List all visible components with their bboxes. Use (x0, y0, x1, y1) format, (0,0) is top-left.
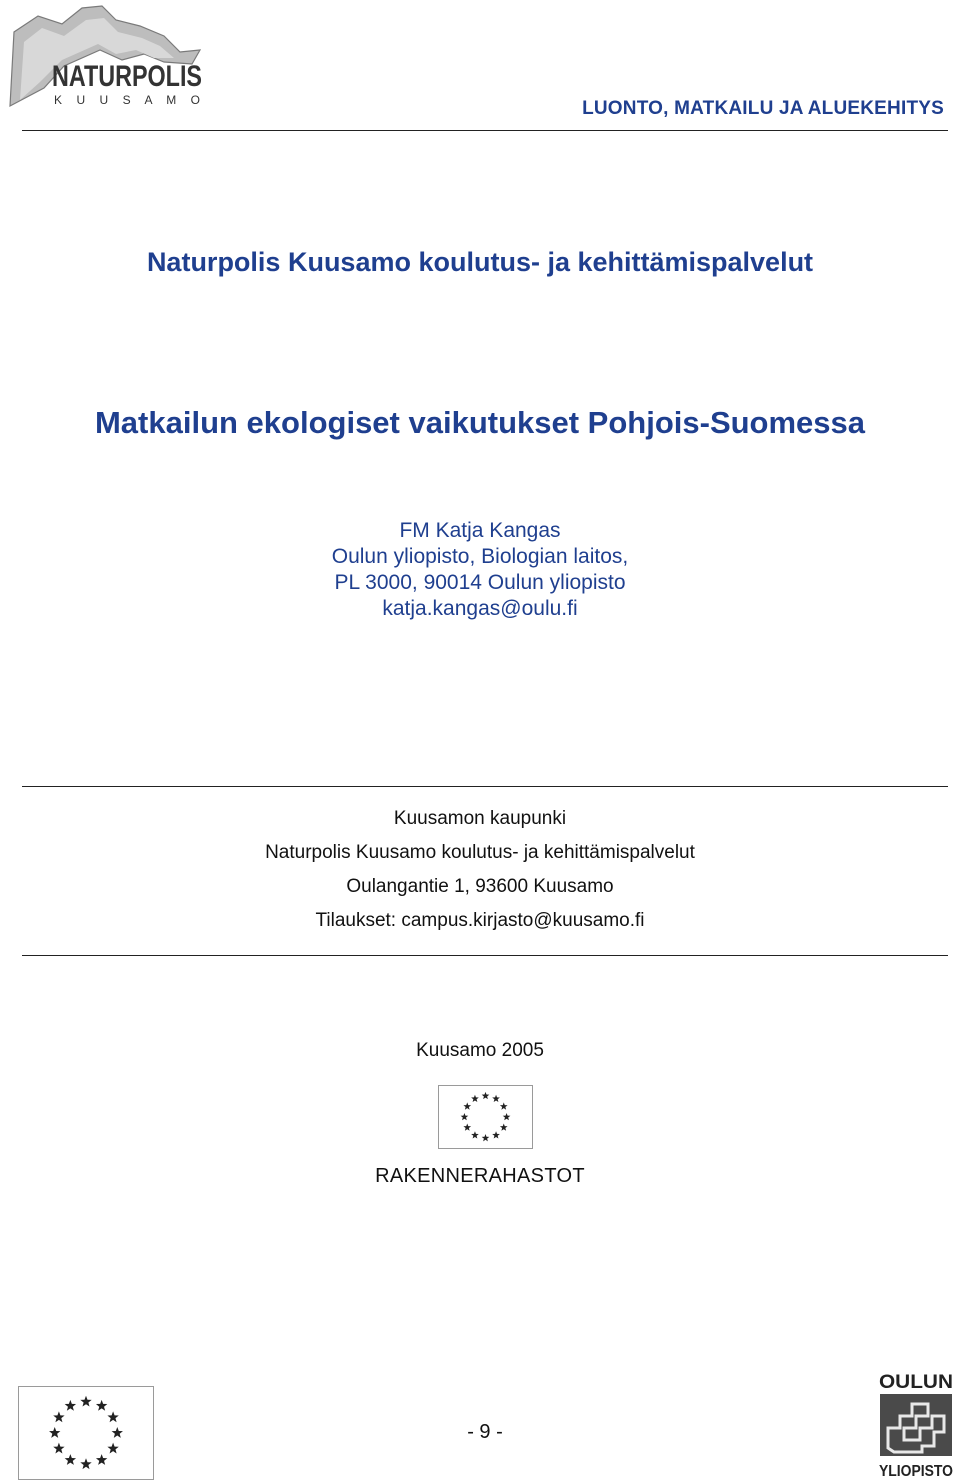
eu-star (107, 1443, 118, 1454)
eu-star (482, 1134, 490, 1141)
svg-text:OULUN: OULUN (879, 1372, 953, 1393)
eu-star (80, 1458, 91, 1469)
eu-star (107, 1411, 118, 1422)
eu-star (461, 1113, 469, 1120)
eu-star (471, 1131, 479, 1138)
report-title: Matkailun ekologiset vaikutukset Pohjois-Suomessa (94, 405, 866, 440)
svg-text:YLIOPISTO: YLIOPISTO (879, 1463, 953, 1480)
eu-star (503, 1113, 511, 1120)
eu-star (492, 1131, 500, 1138)
eu-star (53, 1443, 64, 1454)
eu-star (471, 1095, 479, 1102)
eu-star (500, 1124, 508, 1131)
eu-star (80, 1396, 91, 1407)
organization-title: Naturpolis Kuusamo koulutus- ja kehittämispalvelut (146, 247, 814, 277)
eu-star (65, 1454, 76, 1465)
publisher-line-1: Kuusamon kaupunki (393, 808, 567, 829)
header-rule (22, 130, 948, 131)
eu-star (463, 1124, 471, 1131)
eu-star (492, 1095, 500, 1102)
author-block (0, 518, 960, 622)
publisher-top-rule (22, 786, 948, 787)
eu-star (482, 1092, 490, 1099)
author-address: PL 3000, 90014 Oulun yliopisto (334, 571, 626, 594)
eu-star (500, 1102, 508, 1109)
svg-text:K U U S A M O: K U U S A M O (54, 93, 200, 107)
svg-text:NATURPOLIS: NATURPOLIS (52, 60, 202, 93)
eu-star (96, 1400, 107, 1411)
series-title: LUONTO, MATKAILU JA ALUEKEHITYS (582, 98, 944, 119)
eu-star (49, 1427, 60, 1438)
eu-star (112, 1427, 123, 1438)
eu-star (53, 1411, 64, 1422)
city-year: Kuusamo 2005 (416, 1040, 544, 1061)
publisher-line-2: Naturpolis Kuusamo koulutus- ja kehittämispalvelut (265, 842, 695, 863)
oulu-university-logo (876, 1368, 956, 1480)
publisher-line-3: Oulangantie 1, 93600 Kuusamo (346, 876, 614, 897)
fund-name: RAKENNERAHASTOT (375, 1165, 585, 1187)
author-name: FM Katja Kangas (399, 519, 561, 542)
publisher-line-4[interactable]: Tilaukset: campus.kirjasto@kuusamo.fi (315, 910, 645, 931)
author-affiliation: Oulun yliopisto, Biologian laitos, (331, 545, 629, 568)
eu-star (96, 1454, 107, 1465)
eu-flag-icon (438, 1085, 533, 1149)
publisher-bottom-rule (22, 955, 948, 956)
naturpolis-logo (4, 2, 204, 114)
eu-star (65, 1400, 76, 1411)
eu-star (463, 1102, 471, 1109)
page-number: - 9 - (467, 1421, 503, 1443)
eu-flag-icon (18, 1386, 154, 1480)
publisher-block (0, 802, 960, 938)
author-email[interactable]: katja.kangas@oulu.fi (382, 597, 578, 620)
